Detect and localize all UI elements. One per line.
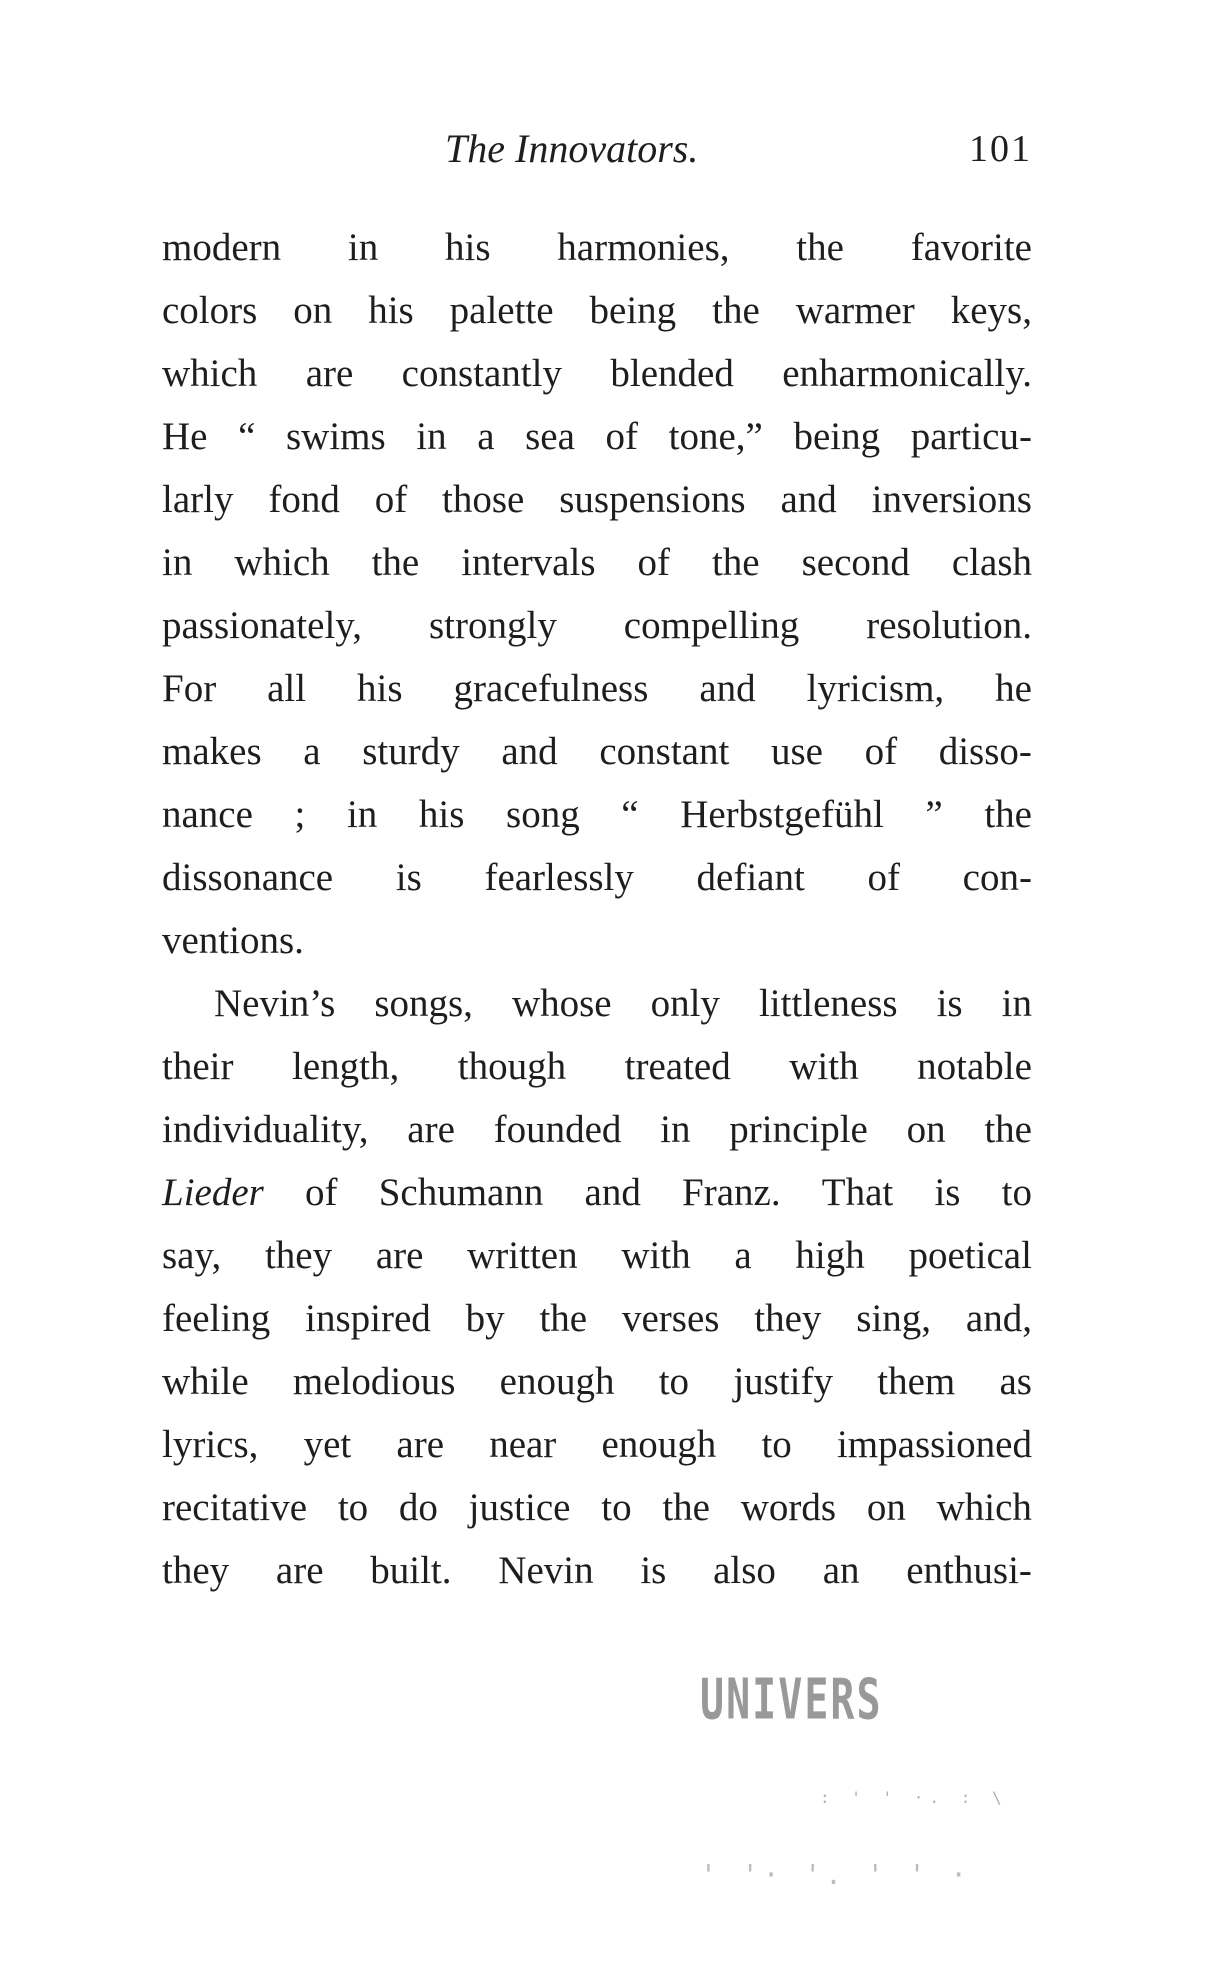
- word: song: [506, 793, 580, 836]
- text-line: [162, 1350, 1032, 1413]
- word: on: [866, 1486, 906, 1529]
- word: is: [640, 1549, 667, 1592]
- word: compelling: [623, 604, 800, 647]
- word: swims: [285, 415, 386, 458]
- word: dissonance: [162, 856, 334, 899]
- word: in: [416, 415, 447, 458]
- word: warmer: [795, 289, 915, 332]
- word: and: [699, 667, 756, 710]
- word: whose: [511, 982, 612, 1025]
- word: are: [275, 1549, 324, 1592]
- word: are: [396, 1423, 445, 1466]
- word: colors: [162, 289, 258, 332]
- word: those: [442, 478, 525, 521]
- page-number: 101: [969, 128, 1032, 170]
- word: in: [162, 541, 193, 584]
- word: fearlessly: [484, 856, 634, 899]
- word: in: [347, 226, 379, 269]
- word: enthusi-: [906, 1549, 1032, 1592]
- word: recitative: [162, 1486, 308, 1529]
- word: with: [621, 1234, 691, 1277]
- word: a: [734, 1234, 752, 1277]
- word: Franz.: [682, 1171, 781, 1214]
- text-line: [162, 468, 1032, 531]
- word: the: [662, 1486, 710, 1529]
- word: is: [936, 982, 963, 1025]
- word: Schumann: [378, 1171, 544, 1214]
- word: lyrics,: [162, 1423, 259, 1466]
- word: particu-: [910, 415, 1032, 458]
- word: tone,”: [668, 415, 763, 458]
- text-line: [162, 720, 1032, 783]
- word: the: [984, 1108, 1032, 1151]
- word: modern: [162, 226, 282, 269]
- word: are: [375, 1234, 424, 1277]
- word: words: [740, 1486, 837, 1529]
- word: and: [780, 478, 837, 521]
- word: his: [357, 667, 403, 710]
- word: only: [650, 982, 720, 1025]
- word: high: [795, 1234, 865, 1277]
- word: and: [584, 1171, 641, 1214]
- word: the: [796, 226, 844, 269]
- word: of: [374, 478, 408, 521]
- word: suspensions: [559, 478, 746, 521]
- word: “: [621, 793, 639, 836]
- word: by: [465, 1297, 505, 1340]
- word: constantly: [401, 352, 562, 395]
- word: That: [821, 1171, 894, 1214]
- word: their: [162, 1045, 234, 1088]
- text-line: [162, 783, 1032, 846]
- word: principle: [729, 1108, 868, 1151]
- word: near: [489, 1423, 557, 1466]
- word: use: [770, 730, 823, 773]
- word: littleness: [758, 982, 898, 1025]
- word: Lieder: [162, 1171, 264, 1214]
- word: Nevin: [498, 1549, 594, 1592]
- text-line: [162, 531, 1032, 594]
- word: a: [477, 415, 495, 458]
- word: his: [368, 289, 414, 332]
- word: sea: [525, 415, 575, 458]
- word: strongly: [428, 604, 557, 647]
- text-line: [162, 405, 1032, 468]
- word: ”: [925, 793, 943, 836]
- word: constant: [599, 730, 730, 773]
- running-head: [162, 124, 1032, 174]
- word: of: [605, 415, 639, 458]
- word: inversions: [871, 478, 1032, 521]
- word: to: [601, 1486, 632, 1529]
- text-line: [162, 1539, 1032, 1602]
- text-line: [162, 1287, 1032, 1350]
- word: is: [395, 856, 422, 899]
- word: an: [822, 1549, 860, 1592]
- word: the: [539, 1297, 588, 1340]
- word: enough: [499, 1360, 615, 1403]
- word: Nevin’s: [214, 982, 336, 1025]
- word: the: [711, 541, 760, 584]
- text-line: [162, 1476, 1032, 1539]
- word: of: [305, 1171, 338, 1214]
- word: defiant: [696, 856, 805, 899]
- word: his: [445, 226, 491, 269]
- word: they: [264, 1234, 333, 1277]
- word: enough: [601, 1423, 717, 1466]
- word: which: [936, 1486, 1032, 1529]
- word: being: [589, 289, 677, 332]
- word: on: [906, 1108, 946, 1151]
- word: individuality,: [162, 1108, 369, 1151]
- word: and: [501, 730, 558, 773]
- word: inspired: [305, 1297, 431, 1340]
- word: they: [162, 1549, 230, 1592]
- word: sturdy: [362, 730, 460, 773]
- word: nance: [162, 793, 253, 836]
- text-line: [162, 216, 1032, 279]
- word: yet: [303, 1423, 352, 1466]
- text-line: [162, 846, 1032, 909]
- word: fond: [268, 478, 340, 521]
- word: the: [984, 793, 1032, 836]
- word: founded: [493, 1108, 622, 1151]
- word: melodious: [292, 1360, 456, 1403]
- word: are: [407, 1108, 455, 1151]
- running-title: The Innovators.: [445, 126, 699, 171]
- word: of: [637, 541, 670, 584]
- word: enharmonically.: [782, 352, 1032, 395]
- word: in: [660, 1108, 691, 1151]
- text-line: [162, 972, 1032, 1035]
- word: the: [371, 541, 420, 584]
- word: con-: [962, 856, 1032, 899]
- word: He: [162, 415, 208, 458]
- word: ;: [294, 793, 306, 836]
- word: treated: [624, 1045, 731, 1088]
- word: ventions.: [162, 919, 304, 962]
- word: resolution.: [866, 604, 1032, 647]
- word: of: [867, 856, 900, 899]
- word: the: [712, 289, 760, 332]
- word: all: [267, 667, 307, 710]
- word: his: [418, 793, 465, 836]
- text-line: [162, 1413, 1032, 1476]
- word: of: [864, 730, 898, 773]
- word: feeling: [162, 1297, 271, 1340]
- word: keys,: [950, 289, 1032, 332]
- word: to: [1001, 1171, 1032, 1214]
- word: is: [934, 1171, 961, 1214]
- word: being: [793, 415, 881, 458]
- word: gracefulness: [453, 667, 649, 710]
- word: while: [162, 1360, 249, 1403]
- library-stamp: [700, 1668, 1008, 1958]
- word: also: [713, 1549, 776, 1592]
- word: which: [234, 541, 330, 584]
- text-line: [162, 909, 1032, 972]
- stamp-text: : ' ' ·. : \: [820, 1788, 1008, 1807]
- word: impassioned: [836, 1423, 1032, 1466]
- word: built.: [370, 1549, 452, 1592]
- word: do: [398, 1486, 438, 1529]
- word: and,: [965, 1297, 1032, 1340]
- word: to: [658, 1360, 690, 1403]
- word: which: [162, 352, 258, 395]
- text-line: [162, 342, 1032, 405]
- text-line: [162, 279, 1032, 342]
- body-text: [162, 216, 1032, 1602]
- word: they: [754, 1297, 822, 1340]
- word: clash: [951, 541, 1032, 584]
- word: are: [305, 352, 354, 395]
- text-line: [162, 1224, 1032, 1287]
- word: larly: [162, 478, 234, 521]
- word: he: [995, 667, 1032, 710]
- word: to: [761, 1423, 792, 1466]
- text-line: [162, 1035, 1032, 1098]
- word: “: [238, 415, 256, 458]
- word: a: [303, 730, 321, 773]
- word: For: [162, 667, 217, 710]
- word: second: [801, 541, 910, 584]
- word: intervals: [461, 541, 596, 584]
- text-line: [162, 594, 1032, 657]
- word: them: [877, 1360, 956, 1403]
- word: palette: [449, 289, 554, 332]
- word: blended: [610, 352, 734, 395]
- stamp-text: ' '· '. ' ' ·: [700, 1858, 972, 1891]
- word: to: [337, 1486, 369, 1529]
- word: harmonies,: [557, 226, 730, 269]
- word: justify: [733, 1360, 833, 1403]
- word: makes: [162, 730, 262, 773]
- word: length,: [292, 1045, 400, 1088]
- word: though: [457, 1045, 567, 1088]
- word: in: [1001, 982, 1032, 1025]
- word: Herbstgefühl: [680, 793, 884, 836]
- word: favorite: [910, 226, 1032, 269]
- word: disso-: [938, 730, 1032, 773]
- word: notable: [917, 1045, 1032, 1088]
- word: verses: [621, 1297, 720, 1340]
- word: justice: [468, 1486, 571, 1529]
- stamp-text: UNIVERS: [700, 1668, 883, 1733]
- word: in: [346, 793, 378, 836]
- word: on: [293, 289, 333, 332]
- word: with: [789, 1045, 859, 1088]
- word: as: [999, 1360, 1032, 1403]
- word: passionately,: [162, 604, 363, 647]
- word: lyricism,: [806, 667, 945, 710]
- word: songs,: [374, 982, 473, 1025]
- text-line: [162, 657, 1032, 720]
- word: written: [467, 1234, 578, 1277]
- word: say,: [162, 1234, 222, 1277]
- text-line: [162, 1098, 1032, 1161]
- text-line: [162, 1161, 1032, 1224]
- word: poetical: [908, 1234, 1032, 1277]
- word: sing,: [856, 1297, 932, 1340]
